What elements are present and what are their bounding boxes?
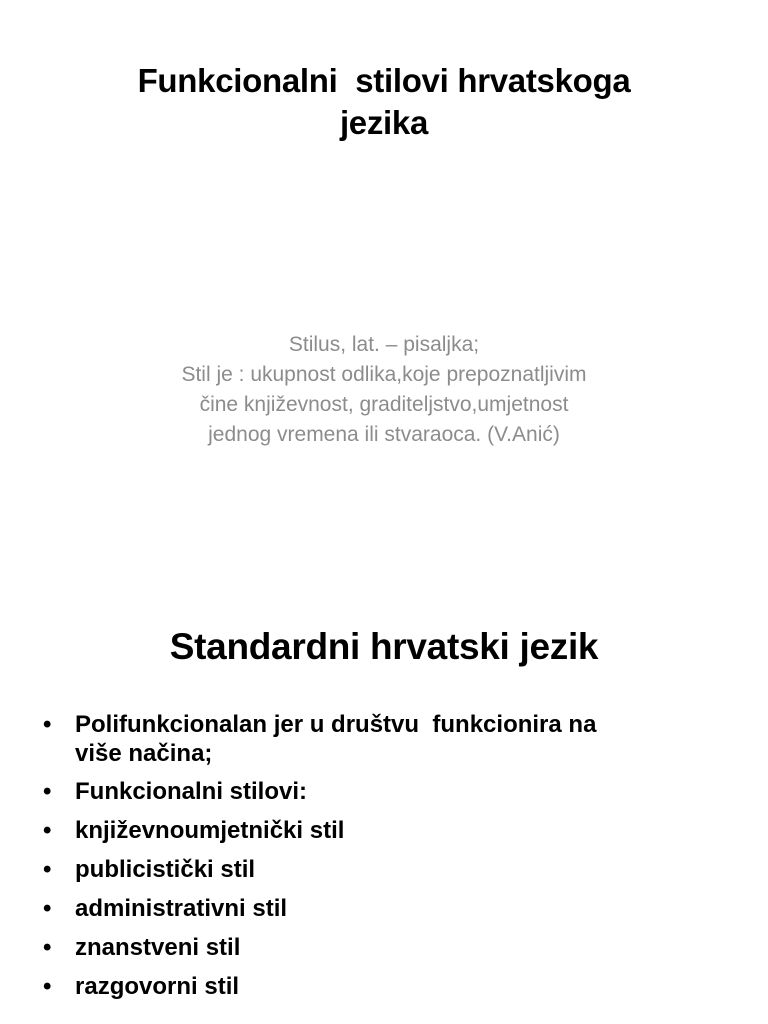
bullet-icon: • (43, 711, 52, 738)
list-item-text: publicistički stil (75, 856, 256, 883)
list-item (40, 816, 740, 846)
list-item (40, 933, 740, 963)
subtitle-line-3: čine književnost, graditeljstvo,umjetnost (199, 393, 569, 416)
bullet-icon: • (43, 778, 52, 805)
list-item-text: razgovorni stil (75, 973, 240, 1000)
slide-2 (0, 576, 768, 1024)
slide-2-title: Standardni hrvatski jezik (169, 626, 599, 667)
list-item (40, 894, 740, 924)
bullet-icon: • (43, 973, 52, 1000)
bullet-icon: • (43, 895, 52, 922)
list-item (40, 710, 740, 768)
list-item (40, 855, 740, 885)
slide-1-subtitle (80, 330, 688, 450)
list-item-text: znanstveni stil (75, 934, 241, 961)
bullet-icon: • (43, 817, 52, 844)
subtitle-line-2: Stil je : ukupnost odlika,koje prepoznatljivim (181, 363, 587, 386)
list-item (40, 777, 740, 807)
list-item-text: književnoumjetnički stil (75, 817, 345, 844)
subtitle-line-4: jednog vremena ili stvaraoca. (V.Anić) (208, 423, 560, 446)
slide-1-title (80, 60, 688, 144)
list-item (40, 972, 740, 1002)
list-item-text: Polifunkcionalan jer u društvu funkcionira na (75, 711, 597, 738)
bullet-icon: • (43, 934, 52, 961)
bullet-list (40, 710, 740, 1011)
bullet-icon: • (43, 856, 52, 883)
subtitle-line-1: Stilus, lat. – pisaljka; (288, 333, 480, 356)
list-item-text-continued: više načina; (75, 740, 213, 767)
slide-1-title-line-2: jezika (339, 104, 429, 141)
list-item-text: Funkcionalni stilovi: (75, 778, 308, 805)
list-item-text: administrativni stil (75, 895, 288, 922)
slide-1-title-line-1: Funkcionalni stilovi hrvatskoga (137, 62, 631, 99)
